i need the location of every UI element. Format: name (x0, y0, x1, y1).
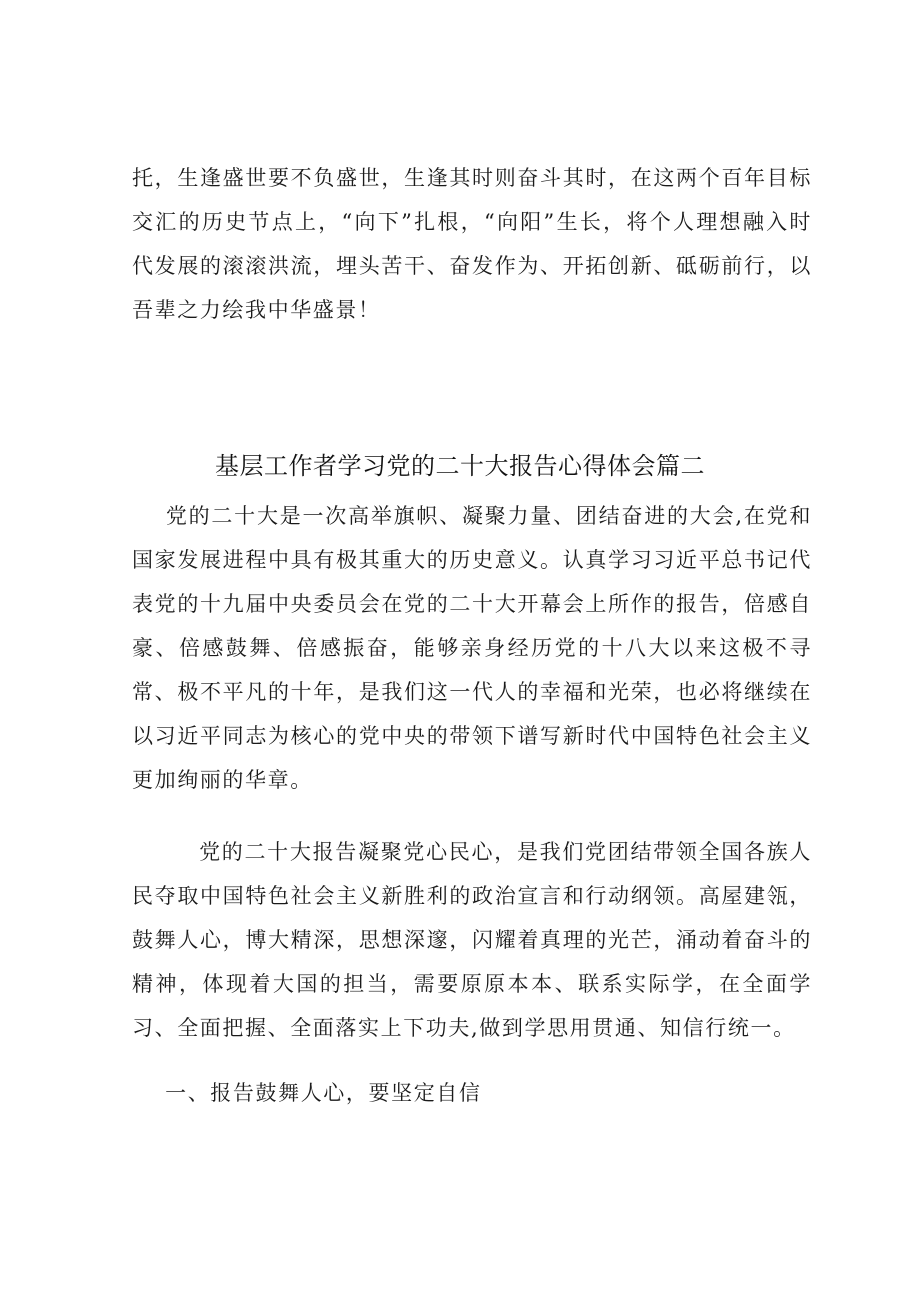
body-paragraph: 党的二十大报告凝聚党心民心，是我们党团结带领全国各族人民夺取中国特色社会主义新胜利的政治宣言和行动纲领。高屋建瓴，鼓舞人心，博大精深，思想深邃，闪耀着真理的光芒，涌动着奋斗的精神，体现着大国的担当，需要原原本本、联系实际学，在全面学习、全面把握、全面落实上下功夫,做到学思用贯通、知信行统一。 (132, 840, 813, 1040)
section-title: 基层工作者学习党的二十大报告心得体会篇二 (215, 452, 705, 480)
intro-tail-paragraph: 托，生逢盛世要不负盛世，生逢其时则奋斗其时，在这两个百年目标交汇的历史节点上，“向下”扎根，“向阳”生长，将个人理想融入时代发展的滚滚洪流，埋头苦干、奋发作为、开拓创新、砥砺前行，以吾辈之力绘我中华盛景！ (132, 166, 812, 322)
body-paragraph: 党的二十大是一次高举旗帜、凝聚力量、团结奋进的大会,在党和国家发展进程中具有极其重大的历史意义。认真学习习近平总书记代表党的十九届中央委员会在党的二十大开幕会上所作的报告，倍感自豪、倍感鼓舞、倍感振奋，能够亲身经历党的十八大以来这极不寻常、极不平凡的十年，是我们这一代人的幸福和光荣，也必将继续在以习近平同志为核心的党中央的带领下谱写新时代中国特色社会主义更加绚丽的华章。 (132, 504, 812, 792)
section-subheading: 一、报告鼓舞人心，要坚定自信 (132, 1081, 482, 1105)
